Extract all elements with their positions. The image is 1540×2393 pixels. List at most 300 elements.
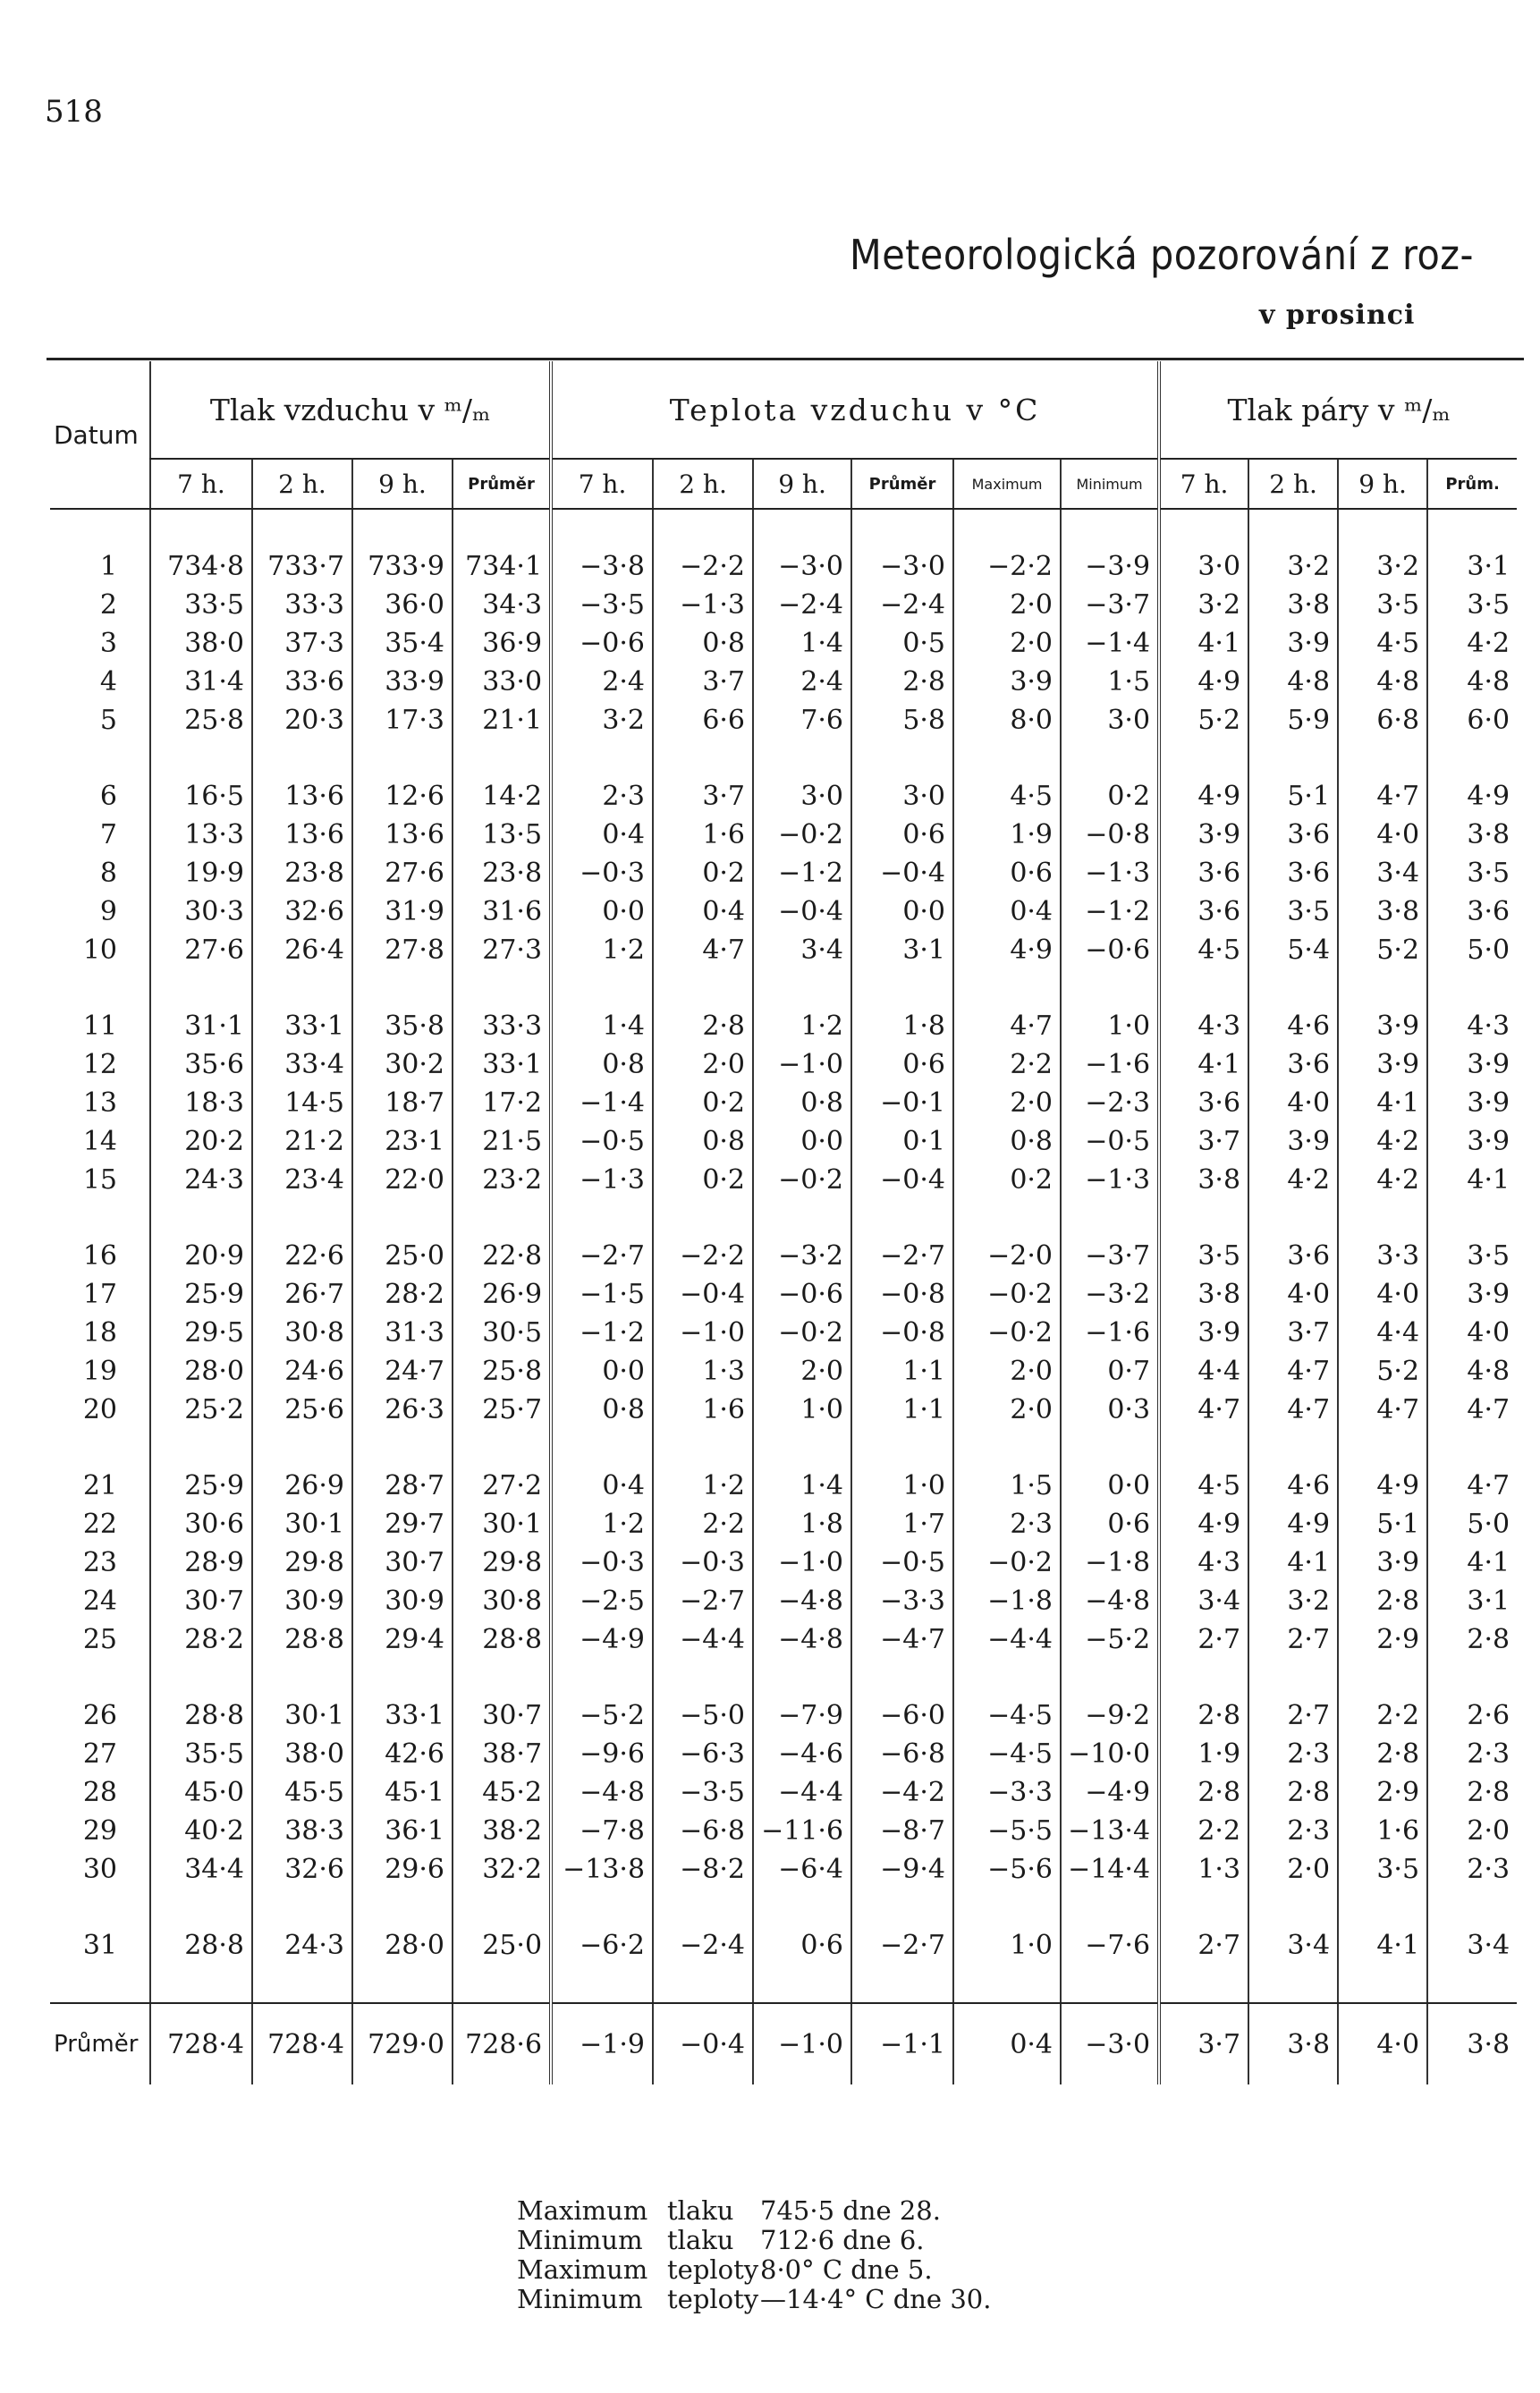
table-row	[50, 1352, 1517, 1391]
value-cell: −2·7	[851, 1926, 953, 1965]
table-row	[50, 777, 1517, 816]
value-cell: 30·9	[252, 1582, 352, 1620]
spacer-cell	[1061, 1659, 1159, 1696]
spacer-cell	[1338, 1965, 1427, 2003]
spacer-cell	[50, 1659, 150, 1696]
table-row	[50, 1237, 1517, 1275]
value-cell: 1·6	[653, 816, 753, 854]
value-cell: −0·2	[953, 1275, 1061, 1314]
value-cell: 30·2	[352, 1045, 453, 1084]
value-cell: 23·4	[252, 1161, 352, 1199]
value-cell: 4·3	[1159, 1543, 1248, 1582]
table-row	[50, 663, 1517, 701]
value-cell: 2·0	[653, 1045, 753, 1084]
value-cell: −3·7	[1061, 1237, 1159, 1275]
spacer-cell	[551, 1659, 653, 1696]
value-cell: −2·0	[953, 1237, 1061, 1275]
value-cell: 5·0	[1427, 1505, 1517, 1543]
spacer-cell	[352, 1965, 453, 2003]
value-cell: 2·0	[953, 586, 1061, 624]
value-cell: 28·8	[453, 1620, 551, 1659]
day-cell: 8	[99, 858, 117, 889]
value-cell: 2·2	[953, 1045, 1061, 1084]
group-spacer-row	[50, 1199, 1517, 1237]
value-cell: 3·8	[1427, 816, 1517, 854]
value-cell: 5·4	[1248, 931, 1338, 969]
spacer-cell	[1338, 1659, 1427, 1696]
value-cell: 4·1	[1338, 1084, 1427, 1122]
value-cell: −7·8	[551, 1812, 653, 1850]
value-cell: −4·5	[953, 1735, 1061, 1773]
value-cell: 28·8	[150, 1696, 252, 1735]
value-cell: 3·5	[1338, 1850, 1427, 1889]
value-cell: 30·1	[453, 1505, 551, 1543]
value-cell: −3·8	[551, 547, 653, 586]
value-cell: 27·6	[352, 854, 453, 892]
spacer-cell	[1427, 1965, 1517, 2003]
value-cell: 24·3	[252, 1926, 352, 1965]
value-cell: −1·2	[551, 1314, 653, 1352]
value-cell: 27·3	[453, 931, 551, 969]
value-cell: 20·9	[150, 1237, 252, 1275]
value-cell: 25·6	[252, 1391, 352, 1429]
value-cell: 22·0	[352, 1161, 453, 1199]
value-cell: 3·5	[1427, 1237, 1517, 1275]
spacer-cell	[653, 1429, 753, 1467]
value-cell: 1·1	[851, 1352, 953, 1391]
column-header-vapor-mean: Prům.	[1427, 459, 1517, 509]
spacer-cell	[1338, 969, 1427, 1007]
value-cell: 4·4	[1159, 1352, 1248, 1391]
table-row	[50, 1773, 1517, 1812]
value-cell: 38·3	[252, 1812, 352, 1850]
value-cell: 1·8	[753, 1505, 851, 1543]
table-row	[50, 854, 1517, 892]
value-cell: 0·4	[551, 816, 653, 854]
value-cell: 4·7	[1427, 1467, 1517, 1505]
observation-rows	[50, 509, 1517, 2084]
spacer-cell	[1248, 1965, 1338, 2003]
value-cell: −0·2	[753, 816, 851, 854]
summary-value: —14·4° C dne 30.	[760, 2284, 992, 2314]
value-cell: 2·3	[1427, 1735, 1517, 1773]
spacer-cell	[252, 740, 352, 777]
summary-kind: Maximum	[517, 2195, 648, 2226]
summary-value: 712·6 dne 6.	[760, 2225, 925, 2255]
spacer-cell	[851, 509, 953, 547]
spacer-cell	[753, 1659, 851, 1696]
value-cell: 25·8	[150, 701, 252, 740]
value-cell: −3·0	[851, 547, 953, 586]
spacer-cell	[352, 969, 453, 1007]
day-cell: 31	[82, 1930, 117, 1961]
value-cell: 2·0	[753, 1352, 851, 1391]
value-cell: 25·8	[453, 1352, 551, 1391]
value-cell: −2·4	[653, 1926, 753, 1965]
value-cell: 3·9	[1248, 624, 1338, 663]
value-cell: 0·5	[851, 624, 953, 663]
day-cell: 23	[82, 1547, 117, 1578]
value-cell: 30·1	[252, 1696, 352, 1735]
value-cell: 4·7	[653, 931, 753, 969]
table-row	[50, 1314, 1517, 1352]
value-cell: −0·8	[851, 1314, 953, 1352]
value-cell: 0·7	[1061, 1352, 1159, 1391]
spacer-cell	[551, 1429, 653, 1467]
value-cell: 32·6	[252, 1850, 352, 1889]
value-cell: 2·0	[953, 1352, 1061, 1391]
table-row	[50, 1122, 1517, 1161]
value-cell: 38·0	[252, 1735, 352, 1773]
value-cell: 0·2	[1061, 777, 1159, 816]
average-value-cell: −1·1	[851, 2003, 953, 2084]
value-cell: −2·7	[551, 1237, 653, 1275]
value-cell: −0·1	[851, 1084, 953, 1122]
spacer-cell	[551, 509, 653, 547]
value-cell: 3·6	[1248, 1045, 1338, 1084]
value-cell: 26·9	[252, 1467, 352, 1505]
value-cell: 3·7	[1159, 1122, 1248, 1161]
group-spacer-row	[50, 969, 1517, 1007]
value-cell: 0·2	[953, 1161, 1061, 1199]
value-cell: −5·2	[551, 1696, 653, 1735]
day-cell: 3	[99, 628, 117, 659]
table-row	[50, 1582, 1517, 1620]
value-cell: −1·3	[653, 586, 753, 624]
spacer-cell	[653, 1889, 753, 1926]
value-cell: 35·6	[150, 1045, 252, 1084]
average-value-cell: −3·0	[1061, 2003, 1159, 2084]
value-cell: 22·8	[453, 1237, 551, 1275]
value-cell: 30·9	[352, 1582, 453, 1620]
value-cell: 4·1	[1159, 1045, 1248, 1084]
value-cell: 34·3	[453, 586, 551, 624]
table-row	[50, 586, 1517, 624]
value-cell: 6·8	[1338, 701, 1427, 740]
average-row	[50, 2003, 1517, 2084]
value-cell: 28·8	[150, 1926, 252, 1965]
summary-quantity: tlaku	[667, 2225, 734, 2255]
column-header-temp-min: Minimum	[1061, 459, 1159, 509]
value-cell: −1·3	[551, 1161, 653, 1199]
value-cell: 1·5	[1061, 663, 1159, 701]
spacer-cell	[50, 1429, 150, 1467]
table-row	[50, 1735, 1517, 1773]
table-row	[50, 547, 1517, 586]
spacer-cell	[252, 1659, 352, 1696]
value-cell: 2·7	[1159, 1620, 1248, 1659]
value-cell: −3·7	[1061, 586, 1159, 624]
value-cell: 45·5	[252, 1773, 352, 1812]
value-cell: 2·7	[1159, 1926, 1248, 1965]
column-header-temp-7h: 7 h.	[551, 459, 653, 509]
spacer-cell	[1338, 740, 1427, 777]
value-cell: 32·2	[453, 1850, 551, 1889]
value-cell: 4·0	[1338, 816, 1427, 854]
value-cell: 33·9	[352, 663, 453, 701]
table-row	[50, 1696, 1517, 1735]
value-cell: 40·2	[150, 1812, 252, 1850]
value-cell: 2·3	[1427, 1850, 1517, 1889]
value-cell: 3·9	[1159, 1314, 1248, 1352]
column-header-pressure-9h: 9 h.	[352, 459, 453, 509]
spacer-cell	[953, 1199, 1061, 1237]
value-cell: 1·1	[851, 1391, 953, 1429]
value-cell: 1·7	[851, 1505, 953, 1543]
value-cell: 30·8	[453, 1582, 551, 1620]
column-header-temp-2h: 2 h.	[653, 459, 753, 509]
page-title: Meteorologická pozorování z roz-	[850, 231, 1474, 279]
day-cell: 28	[82, 1777, 117, 1808]
value-cell: 0·4	[551, 1467, 653, 1505]
value-cell: 3·5	[1159, 1237, 1248, 1275]
value-cell: 2·0	[1248, 1850, 1338, 1889]
value-cell: 25·7	[453, 1391, 551, 1429]
value-cell: 4·7	[1159, 1391, 1248, 1429]
spacer-cell	[150, 1199, 252, 1237]
value-cell: 0·6	[753, 1926, 851, 1965]
value-cell: 2·9	[1338, 1773, 1427, 1812]
spacer-cell	[551, 740, 653, 777]
value-cell: 4·3	[1427, 1007, 1517, 1045]
value-cell: 3·0	[851, 777, 953, 816]
value-cell: 27·8	[352, 931, 453, 969]
spacer-cell	[352, 1429, 453, 1467]
column-header-temp-max: Maximum	[953, 459, 1061, 509]
value-cell: 4·9	[1248, 1505, 1338, 1543]
value-cell: 3·9	[1338, 1543, 1427, 1582]
spacer-cell	[150, 740, 252, 777]
spacer-cell	[50, 969, 150, 1007]
spacer-cell	[1248, 740, 1338, 777]
value-cell: 4·0	[1248, 1084, 1338, 1122]
value-cell: 1·4	[753, 624, 851, 663]
value-cell: 1·6	[653, 1391, 753, 1429]
spacer-cell	[1427, 509, 1517, 547]
observation-table-wrapper	[50, 361, 1517, 2084]
value-cell: 4·2	[1338, 1161, 1427, 1199]
value-cell: 45·0	[150, 1773, 252, 1812]
table-row	[50, 1812, 1517, 1850]
table-row	[50, 816, 1517, 854]
value-cell: 2·0	[1427, 1812, 1517, 1850]
value-cell: −2·2	[653, 547, 753, 586]
value-cell: 0·6	[1061, 1505, 1159, 1543]
spacer-cell	[252, 1889, 352, 1926]
value-cell: 23·2	[453, 1161, 551, 1199]
spacer-cell	[1427, 1199, 1517, 1237]
value-cell: 3·0	[1061, 701, 1159, 740]
value-cell: 38·7	[453, 1735, 551, 1773]
value-cell: 35·5	[150, 1735, 252, 1773]
value-cell: −2·4	[753, 586, 851, 624]
day-cell: 1	[99, 551, 117, 582]
value-cell: 5·1	[1248, 777, 1338, 816]
summary-kind: Maximum	[517, 2254, 648, 2285]
day-cell: 20	[82, 1394, 117, 1425]
value-cell: 37·3	[252, 624, 352, 663]
spacer-cell	[352, 509, 453, 547]
spacer-cell	[453, 1199, 551, 1237]
value-cell: −7·6	[1061, 1926, 1159, 1965]
value-cell: 3·9	[1427, 1084, 1517, 1122]
value-cell: 6·0	[1427, 701, 1517, 740]
average-value-cell: 3·7	[1159, 2003, 1248, 2084]
summary-line	[517, 2226, 991, 2255]
value-cell: 1·3	[653, 1352, 753, 1391]
value-cell: 14·5	[252, 1084, 352, 1122]
spacer-cell	[50, 1965, 150, 2003]
value-cell: 6·6	[653, 701, 753, 740]
spacer-cell	[1061, 969, 1159, 1007]
summary-quantity: teploty	[667, 2254, 759, 2285]
day-cell: 6	[99, 781, 117, 812]
value-cell: 4·1	[1427, 1543, 1517, 1582]
value-cell: 35·4	[352, 624, 453, 663]
column-header-pressure-mean: Průměr	[453, 459, 551, 509]
spacer-cell	[1061, 1889, 1159, 1926]
value-cell: 3·6	[1159, 1084, 1248, 1122]
value-cell: 5·2	[1338, 1352, 1427, 1391]
value-cell: −0·3	[551, 1543, 653, 1582]
value-cell: 4·7	[1427, 1391, 1517, 1429]
spacer-cell	[653, 1965, 753, 2003]
value-cell: −0·2	[953, 1543, 1061, 1582]
value-cell: 3·9	[1427, 1122, 1517, 1161]
value-cell: 0·0	[1061, 1467, 1159, 1505]
spacer-cell	[1159, 740, 1248, 777]
extremes-summary	[517, 2196, 991, 2314]
spacer-cell	[1248, 1889, 1338, 1926]
spacer-cell	[851, 1965, 953, 2003]
value-cell: 13·6	[252, 777, 352, 816]
value-cell: 2·8	[1248, 1773, 1338, 1812]
value-cell: 30·7	[150, 1582, 252, 1620]
value-cell: 4·5	[953, 777, 1061, 816]
value-cell: 29·8	[252, 1543, 352, 1582]
value-cell: 2·3	[551, 777, 653, 816]
column-header-temp-9h: 9 h.	[753, 459, 851, 509]
value-cell: 29·6	[352, 1850, 453, 1889]
value-cell: −1·4	[551, 1084, 653, 1122]
spacer-cell	[1427, 1889, 1517, 1926]
day-cell: 24	[82, 1585, 117, 1617]
value-cell: 0·1	[851, 1122, 953, 1161]
value-cell: 0·8	[953, 1122, 1061, 1161]
value-cell: 30·1	[252, 1505, 352, 1543]
spacer-cell	[252, 1965, 352, 2003]
value-cell: −3·0	[753, 547, 851, 586]
value-cell: −1·8	[1061, 1543, 1159, 1582]
table-row	[50, 1543, 1517, 1582]
value-cell: −2·4	[851, 586, 953, 624]
value-cell: 19·9	[150, 854, 252, 892]
spacer-cell	[1427, 969, 1517, 1007]
summary-quantity: tlaku	[667, 2195, 734, 2226]
day-cell: 16	[82, 1240, 117, 1272]
value-cell: 20·2	[150, 1122, 252, 1161]
value-cell: −6·2	[551, 1926, 653, 1965]
group-spacer-row	[50, 1965, 1517, 2003]
value-cell: 14·2	[453, 777, 551, 816]
value-cell: −10·0	[1061, 1735, 1159, 1773]
value-cell: 3·6	[1427, 892, 1517, 931]
value-cell: 8·0	[953, 701, 1061, 740]
value-cell: −3·2	[753, 1237, 851, 1275]
value-cell: 33·1	[453, 1045, 551, 1084]
value-cell: 4·9	[953, 931, 1061, 969]
spacer-cell	[653, 1199, 753, 1237]
summary-kind: Minimum	[517, 2284, 643, 2314]
day-cell: 2	[99, 589, 117, 621]
value-cell: 733·7	[252, 547, 352, 586]
value-cell: 4·2	[1338, 1122, 1427, 1161]
value-cell: 4·6	[1248, 1467, 1338, 1505]
column-header-vapor-9h: 9 h.	[1338, 459, 1427, 509]
value-cell: −1·5	[551, 1275, 653, 1314]
value-cell: 3·4	[753, 931, 851, 969]
value-cell: 45·2	[453, 1773, 551, 1812]
table-top-rule	[47, 358, 1524, 360]
spacer-cell	[753, 969, 851, 1007]
spacer-cell	[150, 1429, 252, 1467]
spacer-cell	[352, 1199, 453, 1237]
value-cell: 3·2	[1248, 547, 1338, 586]
value-cell: 29·7	[352, 1505, 453, 1543]
summary-value: 745·5 dne 28.	[760, 2195, 941, 2226]
value-cell: 30·3	[150, 892, 252, 931]
spacer-cell	[1248, 1199, 1338, 1237]
value-cell: 34·4	[150, 1850, 252, 1889]
spacer-cell	[1427, 1429, 1517, 1467]
value-cell: −0·2	[753, 1161, 851, 1199]
value-cell: 3·8	[1159, 1161, 1248, 1199]
spacer-cell	[50, 740, 150, 777]
value-cell: −1·3	[1061, 1161, 1159, 1199]
value-cell: 3·7	[1248, 1314, 1338, 1352]
value-cell: 31·6	[453, 892, 551, 931]
value-cell: −3·5	[653, 1773, 753, 1812]
value-cell: −1·3	[1061, 854, 1159, 892]
value-cell: 0·3	[1061, 1391, 1159, 1429]
value-cell: 4·9	[1427, 777, 1517, 816]
summary-kind: Minimum	[517, 2225, 643, 2255]
value-cell: 4·5	[1338, 624, 1427, 663]
day-cell: 13	[82, 1087, 117, 1119]
spacer-cell	[1248, 1429, 1338, 1467]
value-cell: 1·6	[1338, 1812, 1427, 1850]
value-cell: 0·0	[753, 1122, 851, 1161]
value-cell: 4·5	[1159, 931, 1248, 969]
value-cell: 1·4	[551, 1007, 653, 1045]
average-value-cell: 3·8	[1248, 2003, 1338, 2084]
day-cell: 14	[82, 1126, 117, 1157]
value-cell: 0·8	[653, 624, 753, 663]
value-cell: 7·6	[753, 701, 851, 740]
value-cell: 4·8	[1427, 663, 1517, 701]
spacer-cell	[551, 1889, 653, 1926]
value-cell: 31·3	[352, 1314, 453, 1352]
value-cell: 30·7	[453, 1696, 551, 1735]
value-cell: 5·9	[1248, 701, 1338, 740]
day-cell: 30	[82, 1854, 117, 1885]
value-cell: 27·6	[150, 931, 252, 969]
value-cell: 3·8	[1338, 892, 1427, 931]
spacer-cell	[953, 969, 1061, 1007]
value-cell: 30·8	[252, 1314, 352, 1352]
value-cell: 2·3	[953, 1505, 1061, 1543]
value-cell: 4·1	[1338, 1926, 1427, 1965]
